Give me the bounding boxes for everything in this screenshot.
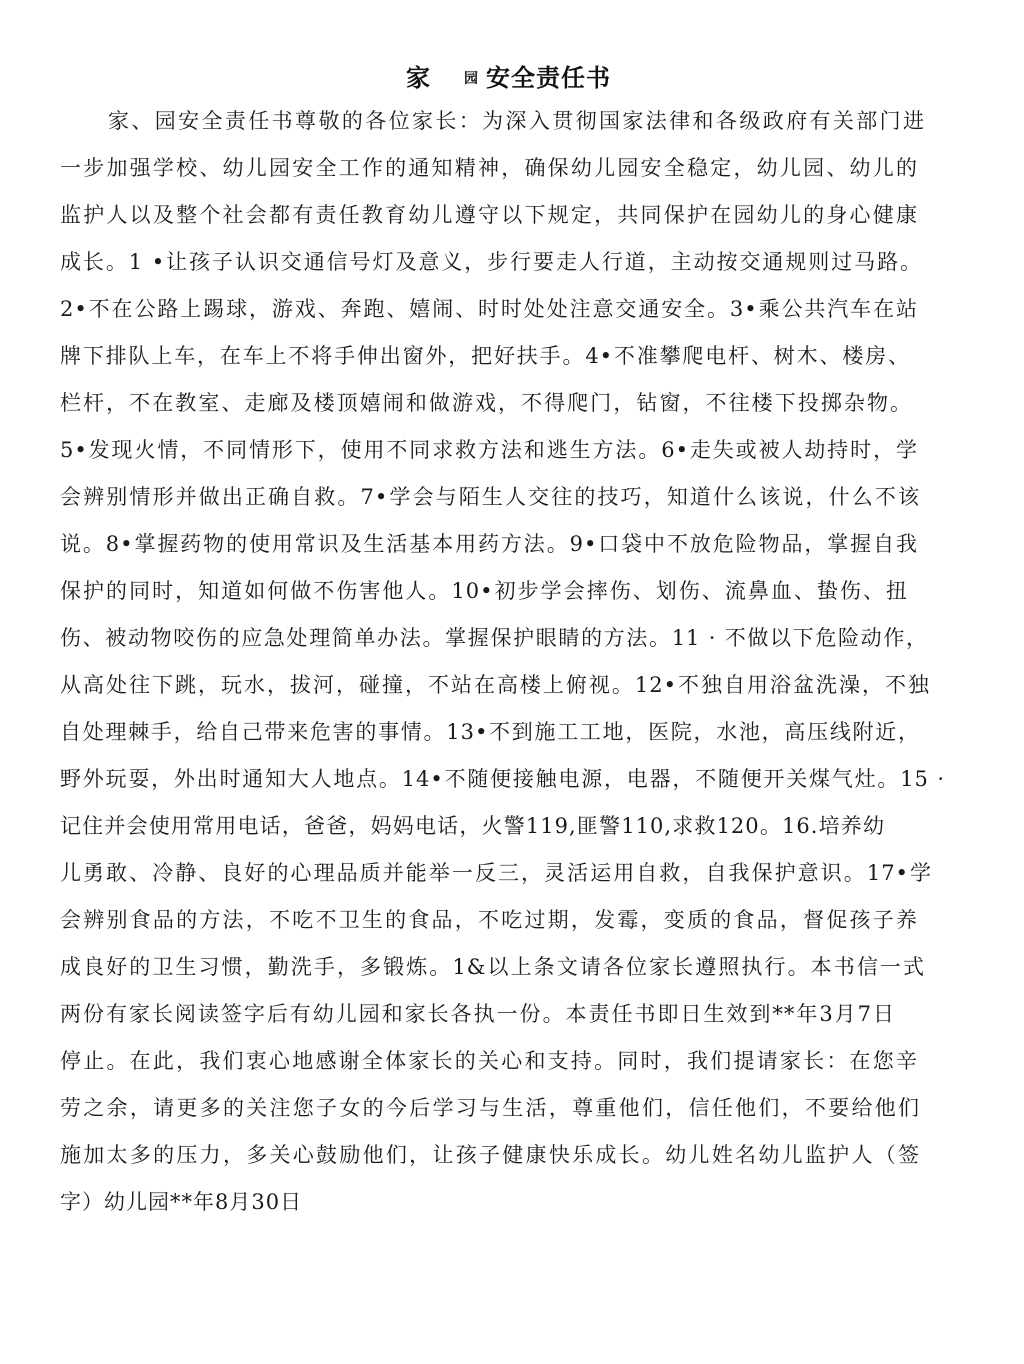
body-line: 儿勇敢、冷静、良好的心理品质并能举一反三，灵活运用自救，自我保护意识。17•学 (60, 861, 932, 885)
body-line: 栏杆，不在教室、走廊及楼顶嬉闹和做游戏，不得爬门，钻窗，不往楼下投掷杂物。 (60, 391, 912, 415)
body-line: 说。8•掌握药物的使用常识及生活基本用药方法。9•口袋中不放危险物品，掌握自我 (60, 532, 918, 556)
body-line: 一步加强学校、幼儿园安全工作的通知精神，确保幼儿园安全稳定，幼儿园、幼儿的 (60, 156, 918, 180)
body-line: 会辨别情形并做出正确自救。7•学会与陌生人交往的技巧，知道什么该说，什么不该 (60, 485, 920, 509)
body-line: 施加太多的压力，多关心鼓励他们，让孩子健康快乐成长。幼儿姓名幼儿监护人（签 (60, 1143, 920, 1167)
body-line: 牌下排队上车，在车上不将手伸出窗外，把好扶手。4•不准攀爬电杆、树木、楼房、 (60, 344, 910, 368)
body-line: 从高处往下跳，玩水，拔河，碰撞，不站在高楼上俯视。12•不独自用浴盆洗澡，不独 (60, 673, 930, 697)
body-line: 自处理棘手，给自己带来危害的事情。13•不到施工工地，医院，水池，高压线附近， (60, 720, 920, 744)
body-line: 家、园安全责任书尊敬的各位家长：为深入贯彻国家法律和各级政府有关部门进 (108, 109, 925, 133)
body-line: 野外玩耍，外出时通知大人地点。14•不随便接触电源，电器，不随便开关煤气灶。15 · (60, 767, 945, 791)
title-part-jia: 家 (406, 64, 430, 92)
body-line: 伤、被动物咬伤的应急处理简单办法。掌握保护眼睛的方法。11 · 不做以下危险动作， (60, 626, 928, 650)
body-line: 成长。1 •让孩子认识交通信号灯及意义，步行要走人行道，主动按交通规则过马路。 (60, 250, 922, 274)
body-line-signature: 字）幼儿园**年8月30日 (60, 1190, 303, 1214)
body-line: 停止。在此，我们衷心地感谢全体家长的关心和支持。同时，我们提请家长：在您辛 (60, 1049, 918, 1073)
body-line: 会辨别食品的方法，不吃不卫生的食品，不吃过期，发霉，变质的食品，督促孩子养 (60, 908, 918, 932)
document-title (406, 63, 611, 93)
body-line: 记住并会使用常用电话，爸爸，妈妈电话，火警119,匪警110,求救120。16.培养幼 (60, 814, 885, 838)
body-line: 保护的同时，知道如何做不伤害他人。10•初步学会摔伤、划伤、流鼻血、蛰伤、扭 (60, 579, 908, 603)
body-line: 成良好的卫生习惯，勤洗手，多锻炼。1&以上条文请各位家长遵照执行。本书信一式 (60, 955, 925, 979)
title-part-rest: 安全责任书 (486, 64, 611, 92)
body-line: 监护人以及整个社会都有责任教育幼儿遵守以下规定，共同保护在园幼儿的身心健康 (60, 203, 918, 227)
title-part-yuan-small: 园 (464, 71, 478, 87)
body-line: 5•发现火情，不同情形下，使用不同求救方法和逃生方法。6•走失或被人劫持时，学 (60, 438, 918, 462)
document-body (60, 98, 960, 1226)
body-line: 2•不在公路上踢球，游戏、奔跑、嬉闹、时时处处注意交通安全。3•乘公共汽车在站 (60, 297, 918, 321)
body-line: 劳之余，请更多的关注您子女的今后学习与生活，尊重他们，信任他们，不要给他们 (60, 1096, 920, 1120)
body-line: 两份有家长阅读签字后有幼儿园和家长各执一份。本责任书即日生效到**年3月7日 (60, 1002, 895, 1026)
